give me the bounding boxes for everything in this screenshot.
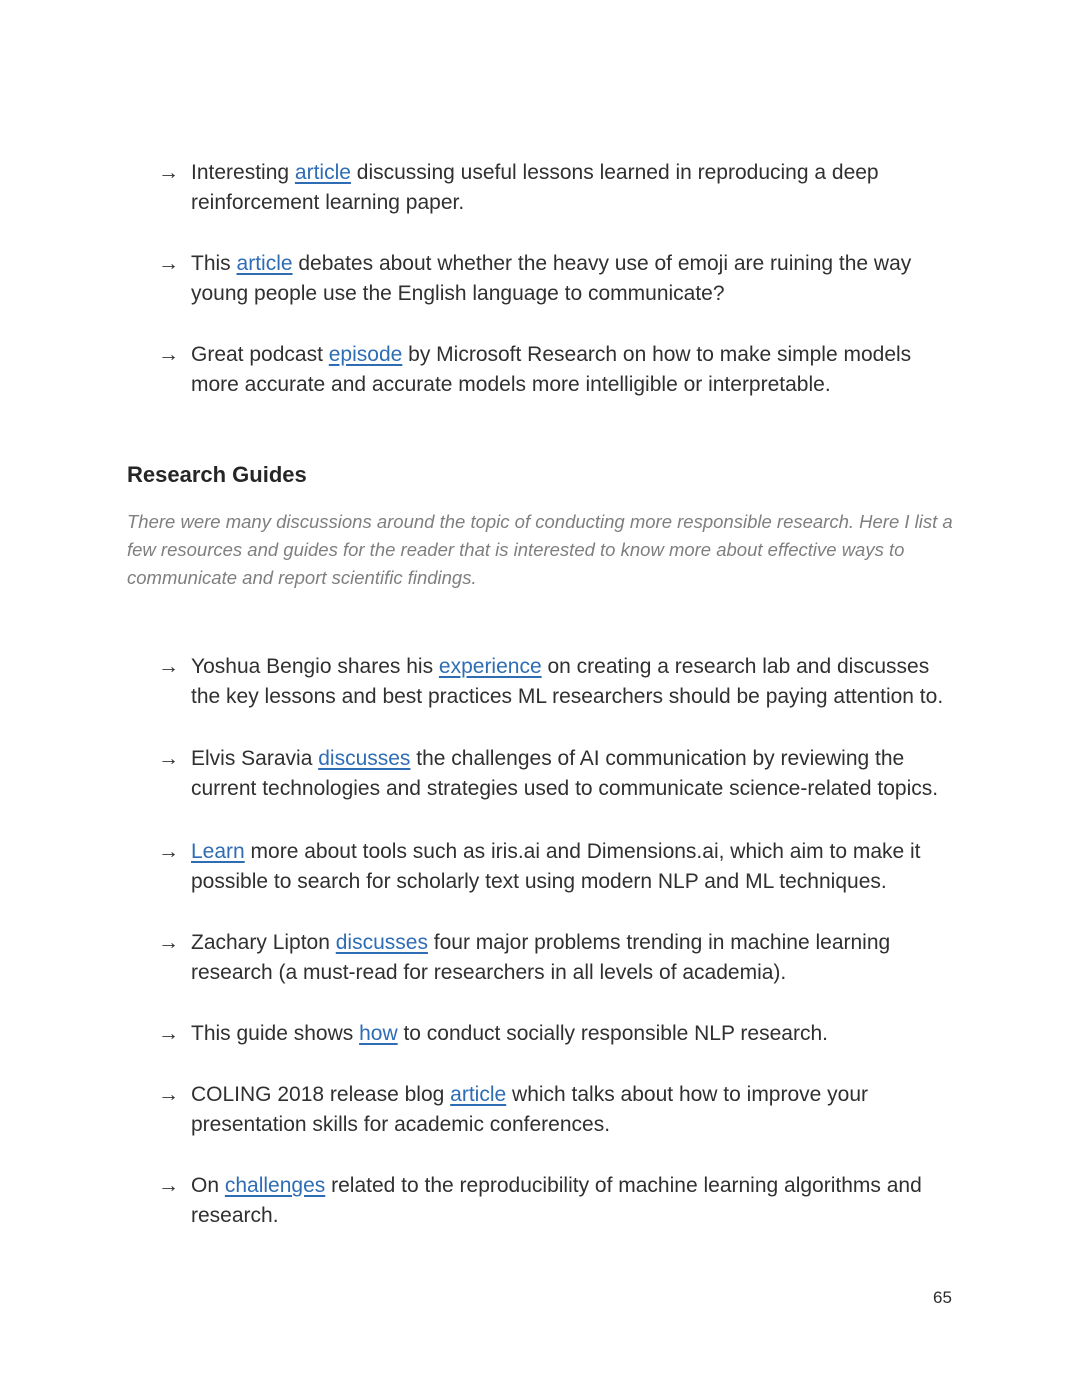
list-item [158,340,958,400]
list-item [158,652,958,712]
arrow-icon: → [158,747,179,770]
list-item-text: Yoshua Bengio shares his experience on creating a research lab and discusses the key lessons and best practices ML researchers should be paying attention to. [191,655,944,708]
arrow-icon: → [158,1174,179,1197]
list-item [158,1019,958,1049]
discusses-link[interactable]: discusses [318,747,411,770]
list-item-text: Elvis Saravia discusses the challenges of AI communication by reviewing the current technologies and strategies used to communicate science-related topics. [191,747,939,800]
arrow-icon: → [158,343,179,366]
arrow-icon: → [158,1022,179,1045]
list-item [158,1171,958,1231]
arrow-icon: → [158,931,179,954]
list-item-text: Learn more about tools such as iris.ai and Dimensions.ai, which aim to make it possible to search for scholarly text using modern NLP and ML techniques. [191,840,921,893]
challenges-link[interactable]: challenges [224,1174,326,1197]
list-item [158,837,958,897]
article-link[interactable]: article [450,1083,507,1106]
discusses-link[interactable]: discusses [335,931,428,954]
list-item-text: This article debates about whether the heavy use of emoji are ruining the way young people use the English language to communicate? [191,252,912,305]
arrow-icon: → [158,655,179,678]
arrow-icon: → [158,252,179,275]
section-intro: There were many discussions around the topic of conducting more responsible research. Here I list a few resources and guides for the reader that is interested to know more about effective ways to communicate and report scientific findings. [127,511,953,588]
list-item-text: Great podcast episode by Microsoft Research on how to make simple models more accurate and accurate models more intelligible or interpretable. [191,343,912,396]
page-number: 65 [933,1288,952,1307]
article-link[interactable]: article [294,161,351,184]
how-link[interactable]: how [359,1022,398,1045]
list-item-text: This guide shows how to conduct socially responsible NLP research. [191,1022,828,1045]
list-item-text: Zachary Lipton discusses four major problems trending in machine learning research (a must-read for researchers in all levels of academia). [191,931,891,984]
article-link[interactable]: article [236,252,293,275]
list-item [158,158,958,218]
list-item [158,1080,958,1140]
arrow-icon: → [158,161,179,184]
list-item [158,744,958,804]
list-item [158,249,958,309]
arrow-icon: → [158,1083,179,1106]
list-item-text: Interesting article discussing useful lessons learned in reproducing a deep reinforcement learning paper. [191,161,879,214]
list-item-text: On challenges related to the reproducibility of machine learning algorithms and research. [191,1174,922,1227]
section-heading: Research Guides [127,462,307,487]
arrow-icon: → [158,840,179,863]
list-item-text: COLING 2018 release blog article which talks about how to improve your presentation skills for academic conferences. [191,1083,869,1136]
experience-link[interactable]: experience [438,655,542,678]
learn-link[interactable]: Learn [191,840,245,863]
episode-link[interactable]: episode [328,343,403,366]
list-item [158,928,958,988]
